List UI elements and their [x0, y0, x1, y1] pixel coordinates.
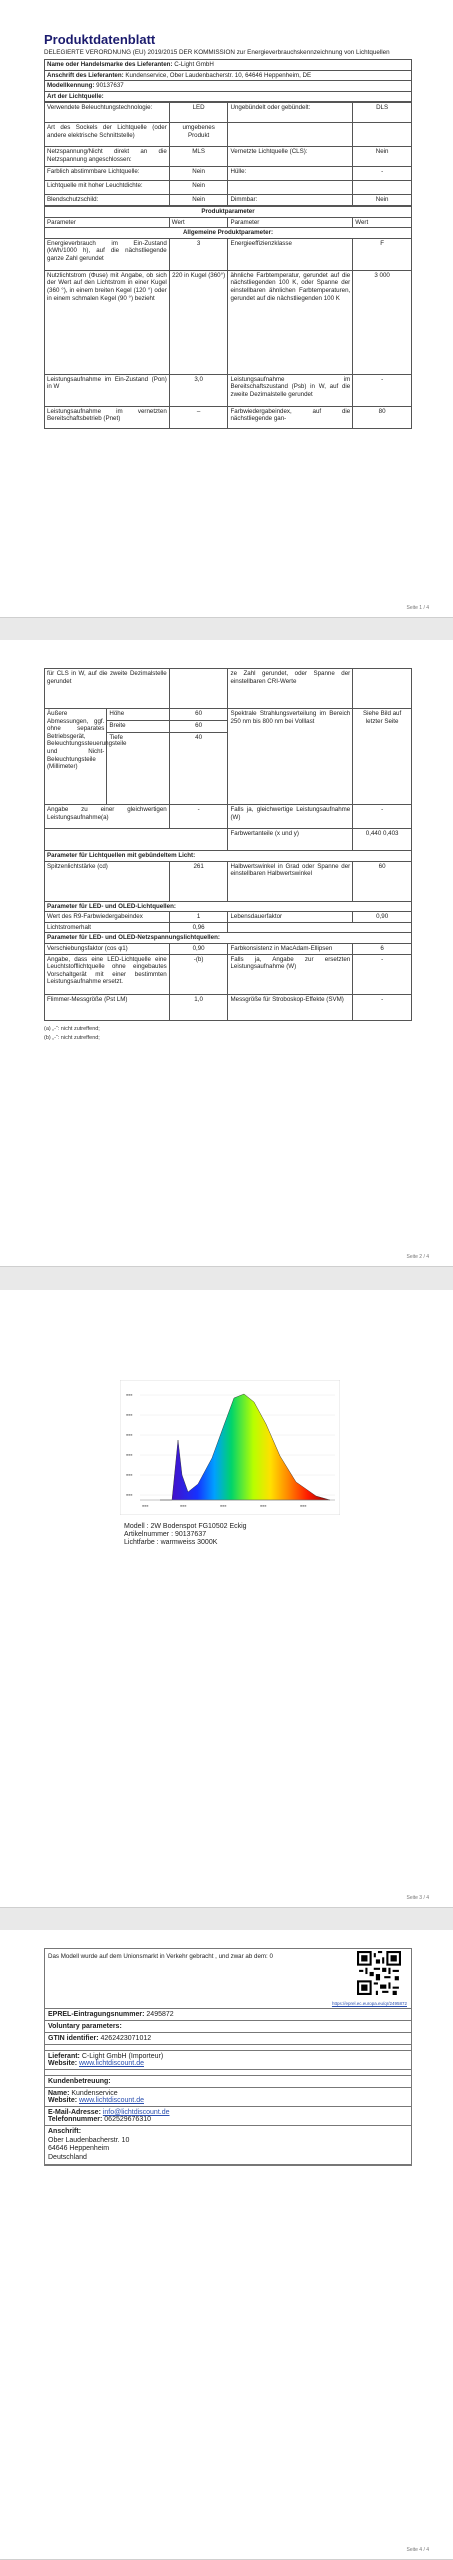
type-row [45, 123, 412, 147]
gtin-row: GTIN identifier: 4262423071012 [45, 2033, 411, 2045]
replace-label: Angabe, dass eine LED-Lichtquelle eine Leuchtstofflichtquelle ohne eingebautes Vorschaltgerät mit einer bestimmten Leistungsaufnahme ersetzt. [45, 954, 170, 994]
type-value: Nein [353, 147, 412, 167]
page-1 [0, 0, 453, 618]
svg-text:■■■: ■■■ [126, 1493, 133, 1497]
type-label: Hülle: [228, 167, 353, 181]
general-row [45, 374, 412, 406]
svg-text:■■■: ■■■ [142, 1504, 149, 1508]
color-line: Lichtfarbe : warmweiss 3000K [124, 1539, 218, 1547]
equiv-label: Angabe zu einer gleichwertigen Leistungsaufnahme(a) [45, 805, 170, 829]
directional-header: Parameter für Lichtquellen mit gebündeltem Licht: [45, 851, 412, 862]
type-value: LED [169, 103, 228, 123]
flicker-label: Flimmer-Messgröße (Pst LM) [45, 994, 170, 1020]
strobo-value: - [353, 994, 412, 1020]
type-row [45, 181, 412, 195]
cri-cont: ze Zahl gerundet, oder Spanne der einstellbaren CRI-Werte [228, 669, 353, 709]
chroma-label: Farbwertanteile (x und y) [228, 829, 353, 851]
page-2 [0, 640, 453, 1267]
col-value-1: Wert [169, 217, 228, 228]
maint-value: 0,96 [169, 922, 228, 933]
type-table [44, 102, 412, 206]
type-value: umgebenes Produkt [169, 123, 228, 147]
param-header: Produktparameter [45, 206, 412, 217]
market-intro: Das Modell wurde auf dem Unionsmarkt in Verkehr gebracht , und zwar ab dem: 0 [48, 1953, 273, 1960]
page-2-content [44, 668, 412, 1043]
general-label: Leistungsaufnahme im Ein-Zustand (Pon) in W [45, 374, 170, 406]
eprel-header [45, 1949, 411, 2009]
pf-label: Verschiebungsfaktor (cos φ1) [45, 943, 170, 954]
general-row [45, 238, 412, 270]
general-value: 3 000 [353, 270, 412, 374]
type-label: Ungebündelt oder gebündelt: [228, 103, 353, 123]
col-param-1: Parameter [45, 217, 170, 228]
replace2-label: Falls ja, Angabe zur ersetzten Leistungsaufnahme (W) [228, 954, 353, 994]
general-value: - [353, 374, 412, 406]
empty-cell [169, 669, 228, 709]
svg-text:■■■: ■■■ [260, 1504, 267, 1508]
page-number: Seite 4 / 4 [406, 2547, 429, 2553]
model-line: Modell : 2W Bodenspot FG10502 Eckig [124, 1523, 247, 1530]
general-value: 220 in Kugel (360°) [169, 270, 228, 374]
chroma-value: 0,440 0,403 [353, 829, 412, 851]
r9-value: 1 [169, 912, 228, 923]
article-line: Artikelnummer : 90137637 [124, 1531, 207, 1539]
sdcm-label: Farbkonsistenz in MacAdam-Ellipsen [228, 943, 353, 954]
page-1-content [44, 28, 412, 429]
spectral-value: Siehe Bild auf letzter Seite [353, 709, 412, 805]
replace2-value: - [353, 954, 412, 994]
equiv2-value: - [353, 805, 412, 829]
peak-label: Spitzenlichtstärke (cd) [45, 861, 170, 901]
general-label: Leistungsaufnahme im vernetzten Bereitschaftsbetrieb (Pnet) [45, 406, 170, 428]
care-contact-row: E-Mail-Adresse: info@lichtdiscount.de Telefonnummer: 062529676310 [45, 2107, 411, 2126]
beam-value: 60 [353, 861, 412, 901]
general-label: ähnliche Farbtemperatur, gerundet auf die nächstliegenden 100 K, oder Spanne der einstellbaren ähnlichen Farbtemperaturen, gerundet auf die nächstliegenden 100 K [228, 270, 353, 374]
brand-row: Name oder Handelsmarke des Lieferanten: C-Light GmbH [45, 60, 412, 71]
eprel-row: EPREL-Eintragungsnummer: 2495872 [45, 2009, 411, 2021]
flicker-value: 1,0 [169, 994, 228, 1020]
type-value: MLS [169, 147, 228, 167]
svg-text:■■■: ■■■ [126, 1453, 133, 1457]
model-row: Modellkennung: 90137637 [45, 81, 412, 92]
svg-text:■■■: ■■■ [220, 1504, 227, 1508]
type-label: Blendschutzschild: [45, 195, 170, 206]
type-value: Nein [353, 195, 412, 206]
footnote-a: (a) „-“: nicht zutreffend; [44, 1025, 100, 1032]
beam-label: Halbwertswinkel in Grad oder Spanne der einstellbaren Halbwertswinkel [228, 861, 353, 901]
type-label: Art des Sockels der Lichtquelle (oder andere elektrische Schnittstelle) [45, 123, 170, 147]
type-value: DLS [353, 103, 412, 123]
svg-text:■■■: ■■■ [126, 1473, 133, 1477]
type-value [353, 181, 412, 195]
maint-label: Lichtstromerhalt [45, 922, 170, 933]
voluntary-row: Voluntary parameters: [45, 2021, 411, 2033]
spectral-distribution-image [120, 1380, 340, 1515]
page-number: Seite 3 / 4 [406, 1895, 429, 1901]
spectral-label: Spektrale Strahlungsverteilung im Bereich 250 nm bis 800 nm bei Volllast [228, 709, 353, 805]
general-row [45, 270, 412, 374]
footnotes [44, 1025, 412, 1043]
document-title: Produktdatenblatt [44, 32, 156, 47]
type-value [353, 123, 412, 147]
type-header: Art der Lichtquelle: [45, 91, 412, 102]
type-label: Verwendete Beleuchtungstechnologie: [45, 103, 170, 123]
qr-link[interactable]: https://eprel.ec.europa.eu/qr/2495872 [331, 2001, 407, 2006]
supplier-website-link[interactable]: www.lichtdiscount.de [79, 2060, 144, 2067]
type-label: Farblich abstimmbare Lichtquelle: [45, 167, 170, 181]
dim-depth-label: Tiefe [107, 733, 169, 805]
col-value-2: Wert [353, 217, 412, 228]
empty-cell [353, 669, 412, 709]
r9-label: Wert des R9-Farbwiedergabeindex [45, 912, 170, 923]
general-value: 3,0 [169, 374, 228, 406]
general-label: Energieverbrauch im Ein-Zustand (kWh/1000 h), auf die nächstliegende ganze Zahl gerundet [45, 238, 170, 270]
type-row [45, 167, 412, 181]
equiv2-label: Falls ja, gleichwertige Leistungsaufnahme (W) [228, 805, 353, 829]
peak-value: 261 [169, 861, 228, 901]
svg-text:■■■: ■■■ [126, 1393, 133, 1397]
page-4 [0, 1930, 453, 2560]
type-label: Lichtquelle mit hoher Leuchtdichte: [45, 181, 170, 195]
equiv-value: - [169, 805, 228, 829]
model-info [124, 1523, 247, 1548]
care-name-row: Name: Kundenservice Website: www.lichtdiscount.de [45, 2088, 411, 2107]
address-row: Anschrift des Lieferanten: Kundenservice, Ober Laudenbacherstr. 10, 64646 Heppenheim, DE [45, 70, 412, 81]
general-value: 3 [169, 238, 228, 270]
eprel-box [44, 1948, 412, 2166]
type-label [228, 123, 353, 147]
general-label: Farbwiedergabeindex, auf die nächstliegende gan- [228, 406, 353, 428]
life-label: Lebensdauerfaktor [228, 912, 353, 923]
supplier-row: Lieferant: C-Light GmbH (Importeur) Website: www.lichtdiscount.de [45, 2051, 411, 2070]
care-address-row: Anschrift: Ober Laudenbacherstr. 10 64646 Heppenheim Deutschland [45, 2126, 411, 2165]
care-website-link[interactable]: www.lichtdiscount.de [79, 2097, 144, 2104]
col-param-2: Parameter [228, 217, 353, 228]
strobo-label: Messgröße für Stroboskop-Effekte (SVM) [228, 994, 353, 1020]
dims-label: Äußere Abmessungen, ggf. ohne separates Betriebsgerät, Beleuchtungssteuerungsteile und Nicht-Beleuchtungsteile (Millimeter) [45, 709, 107, 805]
type-value: - [353, 167, 412, 181]
supplier-table [44, 59, 412, 102]
general-row [45, 406, 412, 428]
footnote-b: (b) „-“: nicht zutreffend; [44, 1034, 100, 1041]
general-label: Energieeffizienzklasse [228, 238, 353, 270]
svg-text:■■■: ■■■ [300, 1504, 307, 1508]
led-header: Parameter für LED- und OLED-Lichtquellen: [45, 901, 412, 912]
dim-depth-value: 40 [169, 733, 228, 805]
type-label: Netzspannung/Nicht direkt an die Netzspannung angeschlossen: [45, 147, 170, 167]
type-value: Nein [169, 181, 228, 195]
general-value: – [169, 406, 228, 428]
general-header: Allgemeine Produktparameter: [45, 228, 412, 239]
type-row [45, 147, 412, 167]
svg-text:■■■: ■■■ [180, 1504, 187, 1508]
type-value: Nein [169, 195, 228, 206]
page-number: Seite 1 / 4 [406, 605, 429, 611]
general-label: Nutzlichtstrom (Φuse) mit Angabe, ob sich der Wert auf den Lichtstrom in einer Kugel (360 °), in einem breiten Kegel (120 °) oder in einem schmalen Kegel (90 °) bezieht [45, 270, 170, 374]
type-value: Nein [169, 167, 228, 181]
type-label: Vernetzte Lichtquelle (CLS): [228, 147, 353, 167]
empty-cell [228, 922, 412, 933]
general-value: 80 [353, 406, 412, 428]
life-value: 0,90 [353, 912, 412, 923]
type-label: Dimmbar: [228, 195, 353, 206]
page-number: Seite 2 / 4 [406, 1254, 429, 1260]
dim-width-value: 60 [169, 721, 228, 733]
svg-text:■■■: ■■■ [126, 1413, 133, 1417]
general-value: F [353, 238, 412, 270]
svg-text:■■■: ■■■ [126, 1433, 133, 1437]
regulation-subtitle: DELEGIERTE VERORDNUNG (EU) 2019/2015 DER KOMMISSION zur Energieverbrauchskennzeichnung von Lichtquellen [44, 49, 390, 56]
type-row [45, 195, 412, 206]
pf-value: 0,90 [169, 943, 228, 954]
dim-height-label: Höhe [107, 709, 169, 721]
mains-header: Parameter für LED- und OLED-Netzspannungslichtquellen: [45, 933, 412, 944]
email-link[interactable]: info@lichtdiscount.de [102, 2109, 170, 2116]
dim-height-value: 60 [169, 709, 228, 721]
empty-cell [45, 829, 228, 851]
sdcm-value: 6 [353, 943, 412, 954]
dim-width-label: Breite [107, 721, 169, 733]
general-label: Leistungsaufnahme im Bereitschaftszustand (Psb) in W, auf die zweite Dezimalstelle gerundet [228, 374, 353, 406]
replace-value: -(b) [169, 954, 228, 994]
pnet-cont: für CLS in W, auf die zweite Dezimalstelle gerundet [45, 669, 170, 709]
page-3 [0, 1290, 453, 1908]
care-header: Kundenbetreuung: [45, 2076, 411, 2088]
qr-code-icon[interactable] [357, 1951, 401, 1995]
type-label [228, 181, 353, 195]
parameter-table-cont [44, 668, 412, 1021]
parameter-table [44, 206, 412, 429]
type-row [45, 103, 412, 123]
